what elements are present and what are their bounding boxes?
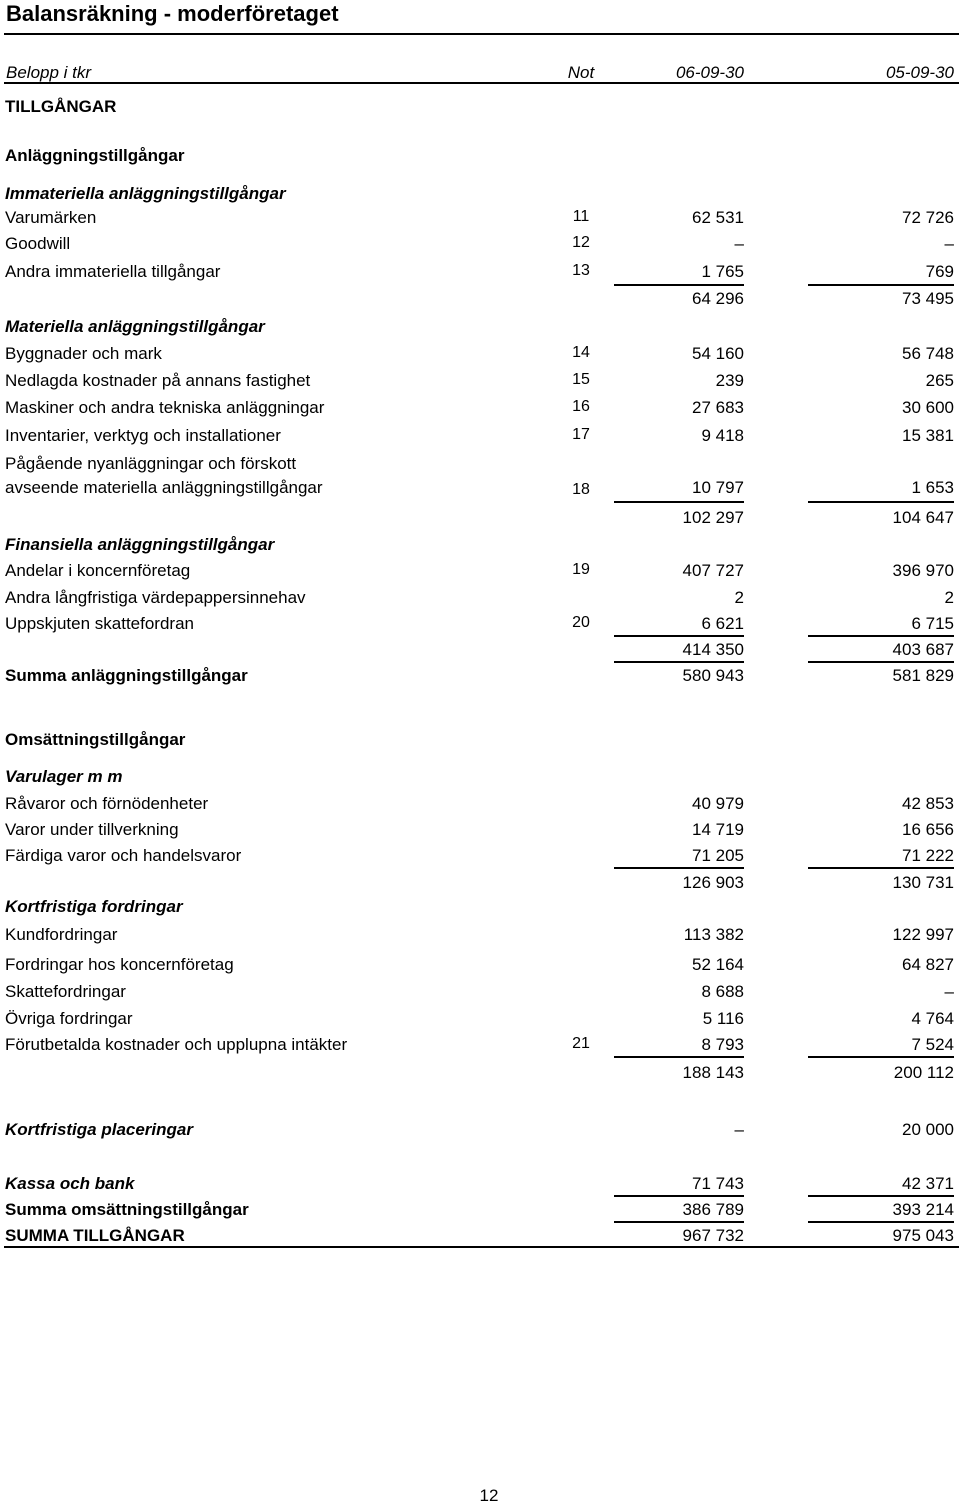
row-value-2005: 56 748 bbox=[902, 344, 954, 363]
col1-header: 06-09-30 bbox=[675, 63, 744, 82]
subtotal-value-2006: 102 297 bbox=[682, 508, 744, 527]
row-label: Övriga fordringar bbox=[5, 1009, 133, 1028]
row-value-2006: 14 719 bbox=[692, 820, 744, 839]
row-label: Fordringar hos koncernföretag bbox=[5, 955, 234, 974]
subtotal-value-2005: 200 112 bbox=[893, 1063, 954, 1082]
row-note: 12 bbox=[572, 234, 590, 251]
row-value-2005: 42 853 bbox=[902, 794, 954, 813]
row-value-2005: 72 726 bbox=[902, 208, 954, 227]
row-value-2005: 265 bbox=[925, 371, 954, 390]
row-value-2006: 54 160 bbox=[692, 344, 744, 363]
row-note: 15 bbox=[572, 371, 590, 388]
subtotal-value-2006: 188 143 bbox=[682, 1063, 744, 1082]
row-value-2005: 71 222 bbox=[902, 846, 954, 865]
row-value-2006: 8 688 bbox=[701, 982, 744, 1001]
section-title: Omsättningstillgångar bbox=[5, 730, 186, 749]
subtotal-value-2006: 126 903 bbox=[682, 873, 744, 892]
subtotal-rule bbox=[614, 661, 744, 663]
page-number: 12 bbox=[479, 1486, 499, 1505]
row-label: Varumärken bbox=[5, 208, 97, 227]
row-label: Andra immateriella tillgångar bbox=[5, 262, 221, 281]
header-rule bbox=[4, 82, 959, 84]
subtotal-rule bbox=[614, 1056, 744, 1058]
row-label: Byggnader och mark bbox=[5, 344, 162, 363]
row-value-2006: 10 797 bbox=[692, 478, 744, 497]
total-value-2006: 580 943 bbox=[682, 666, 744, 685]
unit-label: Belopp i tkr bbox=[6, 63, 92, 82]
row-value-2006: 1 765 bbox=[701, 262, 744, 281]
row-value-2006: 27 683 bbox=[692, 398, 744, 417]
row-label: avseende materiella anläggningstillgångar bbox=[5, 478, 323, 497]
subsection-title: Kortfristiga fordringar bbox=[5, 897, 183, 916]
row-value-2006: – bbox=[734, 234, 744, 253]
subtotal-rule bbox=[808, 1056, 954, 1058]
row-value-2006: 52 164 bbox=[692, 955, 744, 974]
subtotal-value-2006: 414 350 bbox=[682, 640, 744, 659]
total-value-2005: 393 214 bbox=[892, 1200, 954, 1219]
row-value-2006: – bbox=[734, 1120, 744, 1139]
row-value-2005: 6 715 bbox=[911, 614, 954, 633]
row-label: Färdiga varor och handelsvaror bbox=[5, 846, 242, 865]
page-title: Balansräkning - moderföretaget bbox=[6, 1, 339, 26]
row-value-2005: 2 bbox=[944, 588, 954, 607]
row-value-2006: 407 727 bbox=[682, 561, 744, 580]
row-label: Andelar i koncernföretag bbox=[5, 561, 191, 580]
subtotal-value-2005: 104 647 bbox=[892, 508, 954, 527]
title-rule bbox=[4, 33, 959, 35]
subtotal-rule bbox=[614, 1221, 744, 1223]
row-value-2005: 1 653 bbox=[911, 478, 954, 497]
subsection-title: Kortfristiga placeringar bbox=[5, 1120, 193, 1139]
row-value-2006: 8 793 bbox=[701, 1035, 744, 1054]
row-note: 14 bbox=[572, 344, 590, 361]
row-note: 21 bbox=[572, 1035, 590, 1052]
section-title: Anläggningstillgångar bbox=[5, 146, 185, 165]
row-value-2006: 40 979 bbox=[692, 794, 744, 813]
subsection-title: Kassa och bank bbox=[5, 1174, 135, 1193]
row-value-2005: 16 656 bbox=[902, 820, 954, 839]
row-value-2005: 42 371 bbox=[902, 1174, 954, 1193]
subtotal-rule bbox=[614, 501, 744, 503]
subtotal-value-2006: 64 296 bbox=[692, 289, 744, 308]
row-value-2005: – bbox=[944, 234, 954, 253]
subsection-title: Finansiella anläggningstillgångar bbox=[5, 535, 275, 554]
row-value-2006: 6 621 bbox=[701, 614, 744, 633]
row-label: Varor under tillverkning bbox=[5, 820, 179, 839]
row-value-2006: 71 743 bbox=[692, 1174, 744, 1193]
subtotal-value-2005: 73 495 bbox=[902, 289, 954, 308]
subtotal-rule bbox=[808, 501, 954, 503]
subtotal-rule bbox=[808, 1221, 954, 1223]
subtotal-rule bbox=[614, 1195, 744, 1197]
total-label: Summa omsättningstillgångar bbox=[5, 1200, 249, 1219]
row-value-2005: 4 764 bbox=[911, 1009, 954, 1028]
row-label: Inventarier, verktyg och installationer bbox=[5, 426, 281, 445]
row-label: Förutbetalda kostnader och upplupna intäkter bbox=[5, 1035, 348, 1054]
row-note: 16 bbox=[572, 398, 590, 415]
row-value-2005: 20 000 bbox=[902, 1120, 954, 1139]
row-label: Skattefordringar bbox=[5, 982, 126, 1001]
subsection-title: Immateriella anläggningstillgångar bbox=[5, 184, 286, 203]
row-value-2005: – bbox=[944, 982, 954, 1001]
row-value-2006: 239 bbox=[715, 371, 744, 390]
grand-total-label: SUMMA TILLGÅNGAR bbox=[5, 1226, 185, 1245]
subtotal-rule bbox=[614, 635, 744, 637]
subtotal-value-2005: 130 731 bbox=[892, 873, 954, 892]
subtotal-rule bbox=[808, 661, 954, 663]
note-header: Not bbox=[567, 63, 595, 82]
row-note: 18 bbox=[572, 481, 590, 498]
row-value-2006: 5 116 bbox=[702, 1009, 744, 1028]
row-note: 20 bbox=[572, 614, 590, 631]
row-label: Maskiner och andra tekniska anläggningar bbox=[5, 398, 325, 417]
row-note: 11 bbox=[572, 208, 590, 225]
row-label: Goodwill bbox=[5, 234, 71, 253]
total-label: Summa anläggningstillgångar bbox=[5, 666, 248, 685]
col2-header: 05-09-30 bbox=[885, 63, 954, 82]
row-value-2005: 122 997 bbox=[892, 925, 954, 944]
row-value-2006: 71 205 bbox=[692, 846, 744, 865]
row-label: Uppskjuten skattefordran bbox=[5, 614, 194, 633]
subtotal-rule bbox=[808, 284, 954, 286]
total-value-2005: 581 829 bbox=[892, 666, 954, 685]
row-value-2005: 64 827 bbox=[902, 955, 954, 974]
subtotal-rule bbox=[808, 867, 954, 869]
row-value-2006: 2 bbox=[734, 588, 744, 607]
grand-total-rule bbox=[4, 1246, 959, 1248]
subsection-title: Materiella anläggningstillgångar bbox=[5, 317, 265, 336]
subtotal-value-2005: 403 687 bbox=[892, 640, 954, 659]
row-label: Råvaror och förnödenheter bbox=[5, 794, 209, 813]
grand-total-value-2005: 975 043 bbox=[892, 1226, 954, 1245]
row-label: Nedlagda kostnader på annans fastighet bbox=[5, 371, 311, 390]
section-title: TILLGÅNGAR bbox=[5, 97, 117, 116]
row-value-2005: 769 bbox=[925, 262, 954, 281]
row-note: 17 bbox=[572, 426, 590, 443]
row-value-2005: 30 600 bbox=[902, 398, 954, 417]
row-value-2005: 396 970 bbox=[892, 561, 954, 580]
subtotal-rule bbox=[808, 635, 954, 637]
row-value-2006: 113 382 bbox=[683, 925, 744, 944]
row-label: Andra långfristiga värdepappersinnehav bbox=[5, 588, 306, 607]
total-value-2006: 386 789 bbox=[682, 1200, 744, 1219]
subsection-title: Varulager m m bbox=[5, 767, 123, 786]
row-label: Pågående nyanläggningar och förskott bbox=[5, 454, 297, 473]
subtotal-rule bbox=[614, 284, 744, 286]
grand-total-value-2006: 967 732 bbox=[682, 1226, 744, 1245]
row-value-2006: 9 418 bbox=[701, 426, 744, 445]
row-label: Kundfordringar bbox=[5, 925, 118, 944]
row-note: 13 bbox=[572, 262, 590, 279]
row-value-2005: 7 524 bbox=[911, 1035, 954, 1054]
subtotal-rule bbox=[614, 867, 744, 869]
row-value-2005: 15 381 bbox=[902, 426, 954, 445]
row-note: 19 bbox=[572, 561, 590, 578]
row-value-2006: 62 531 bbox=[692, 208, 744, 227]
subtotal-rule bbox=[808, 1195, 954, 1197]
